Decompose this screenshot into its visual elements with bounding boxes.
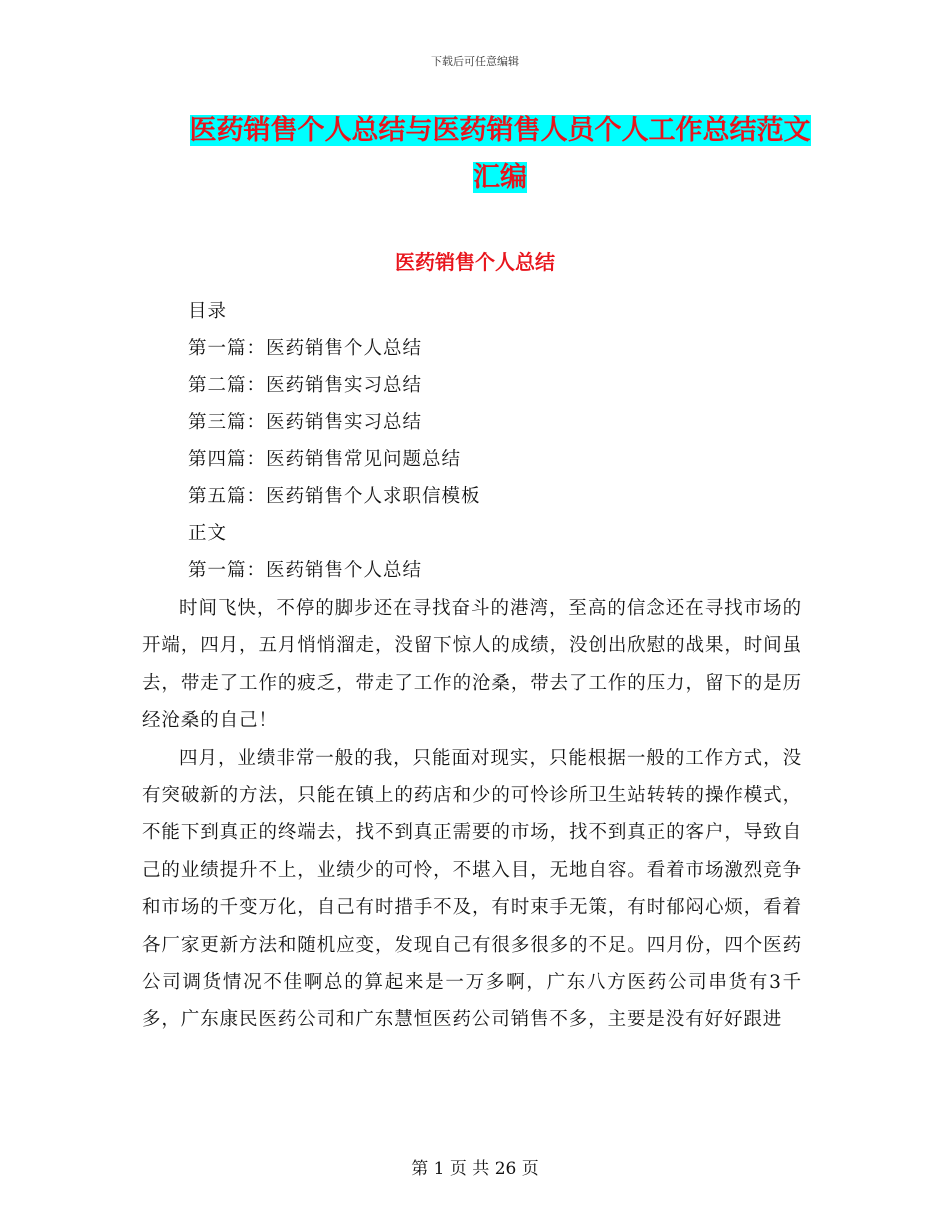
paragraph: 四月，业绩非常一般的我，只能面对现实，只能根据一般的工作方式，没有突破新的方法，只能在镇上的药店和少的可怜诊所卫生站转转的操作模式，不能下到真正的终端去，找不到真正需要的市场，找不到真正的客户，导致自己的业绩提升不上，业绩少的可怜，不堪入目，无地自容。看着市场激烈竞争和市场的千变万化，自己有时措手不及，有时束手无策，有时郁闷心烦，看着各厂家更新方法和随机应变，发现自己有很多很多的不足。四月份，四个医药公司调货情况不佳啊总的算起来是一万多啊，广东八方医药公司串货有3千多，广东康民医药公司和广东慧恒医药公司销售不多，主要是没有好好跟进 bbox=[142, 747, 802, 1031]
toc-item: 第五篇：医药销售个人求职信模板 bbox=[188, 486, 481, 507]
title-line-1: 医药销售个人总结与医药销售人员个人工作总结范文 bbox=[189, 115, 811, 146]
document-subtitle: 医药销售个人总结 bbox=[395, 250, 555, 274]
toc-item: 第一篇：医药销售个人总结 bbox=[188, 338, 423, 359]
page-number-footer: 第 1 页 共 26 页 bbox=[411, 1159, 539, 1179]
toc-heading: 目录 bbox=[188, 301, 228, 322]
section-heading: 第一篇：医药销售个人总结 bbox=[188, 560, 423, 581]
toc-item: 第四篇：医药销售常见问题总结 bbox=[188, 449, 462, 470]
table-of-contents bbox=[188, 293, 481, 589]
paragraph: 时间飞快，不停的脚步还在寻找奋斗的港湾，至高的信念还在寻找市场的开端，四月，五月悄悄溜走，没留下惊人的成绩，没创出欣慰的战果，时间虽去，带走了工作的疲乏，带走了工作的沧桑，带去了工作的压力，留下的是历经沧桑的自己！ bbox=[142, 598, 802, 732]
header-note: 下载后可任意编辑 bbox=[431, 55, 519, 68]
body-heading: 正文 bbox=[188, 523, 228, 544]
document-title bbox=[100, 107, 900, 201]
toc-item: 第三篇：医药销售实习总结 bbox=[188, 412, 423, 433]
title-line-2: 汇编 bbox=[473, 162, 527, 193]
toc-item: 第二篇：医药销售实习总结 bbox=[188, 375, 423, 396]
body-text bbox=[142, 590, 802, 1039]
